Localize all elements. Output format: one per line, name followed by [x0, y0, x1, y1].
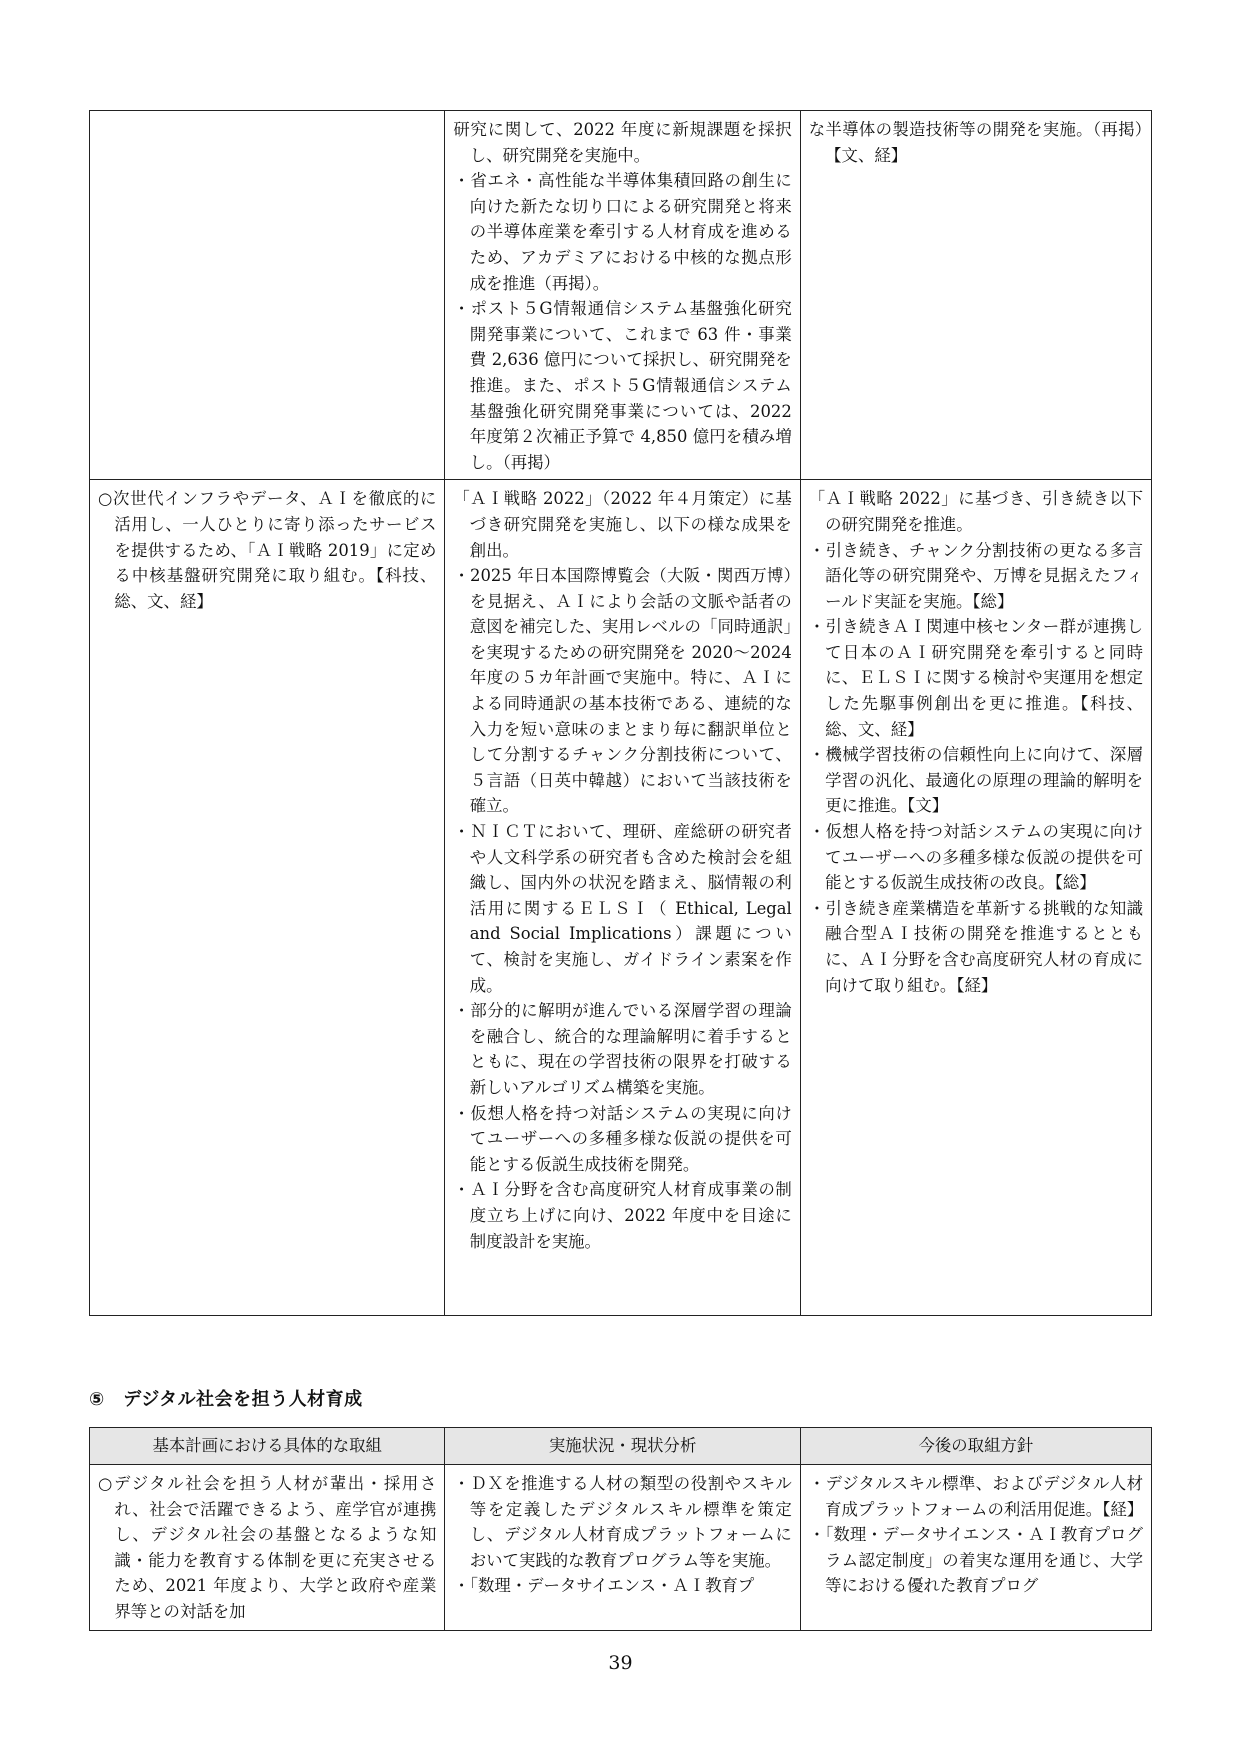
table-row	[90, 480, 1152, 1316]
bullet-item: ・「数理・データサイエンス・ＡＩ教育プログラム認定制度」の着実な運用を通じ、大学等における優れた教育プログ	[808, 1525, 1143, 1596]
plan-item: ○デジタル社会を担う人材が輩出・採用され、社会で活躍できるよう、産学官が連携し、デジタル社会の基盤となるような知識・能力を教育する体制を更に充実させるため、2021 年度より、大学と政府や産業界等との対話を加	[98, 1474, 437, 1621]
column-header-policy: 今後の取組方針	[800, 1428, 1151, 1465]
table-cell-policy	[800, 111, 1151, 480]
bullet-item: ・2025 年日本国際博覧会（大阪・関西万博）を見据え、ＡＩにより会話の文脈や話者の意図を補完した、実用レベルの「同時通訳」を実現するための研究開発を 2020〜2024 年度の５カ年計画で実施中。特に、ＡＩによる同時通訳の基本技術である、連続的な入力を短い意味のまとまり毎に翻訳単位として分割するチャンク分割技術について、５言語（日英中韓越）において当該技術を確立。	[453, 566, 792, 816]
table-cell-plan	[90, 111, 445, 480]
plan-item: ○次世代インフラやデータ、ＡＩを徹底的に活用し、一人ひとりに寄り添ったサービスを提供するため、「ＡＩ戦略 2019」に定める中核基盤研究開発に取り組む。【科技、総、文、経】	[98, 489, 437, 611]
bullet-item: ・仮想人格を持つ対話システムの実現に向けてユーザーへの多種多様な仮説の提供を可能とする仮説生成技術を開発。	[453, 1103, 792, 1174]
table-cell-status	[445, 480, 800, 1316]
table-cell-policy	[800, 1465, 1151, 1631]
paragraph: 「ＡＩ戦略 2022」（2022 年４月策定）に基づき研究開発を実施し、以下の様な成果を創出。	[453, 489, 792, 560]
paragraph: な半導体の製造技術等の開発を実施。（再掲）【文、経】	[808, 120, 1143, 165]
table-cell-status	[445, 111, 800, 480]
bullet-item: ・ポスト５G情報通信システム基盤強化研究開発事業について、これまで 63 件・事業費 2,636 億円について採択し、研究開発を推進。また、ポスト５G情報通信システム基盤強化研究開発事業については、2022 年度第２次補正予算で 4,850 億円を積み増し。（再掲）	[453, 299, 792, 472]
paragraph: 研究に関して、2022 年度に新規課題を採択し、研究開発を実施中。	[453, 120, 792, 165]
talent-development-table	[89, 1427, 1152, 1631]
bullet-item: ・省エネ・高性能な半導体集積回路の創生に向けた新たな切り口による研究開発と将来の半導体産業を牽引する人材育成を進めるため、アカデミアにおける中核的な拠点形成を推進（再掲）。	[453, 171, 792, 293]
bullet-item: ・ＤＸを推進する人材の類型の役割やスキル等を定義したデジタルスキル標準を策定し、デジタル人材育成プラットフォームにおいて実践的な教育プログラム等を実施。	[453, 1474, 792, 1570]
bullet-item: ・ＮＩＣＴにおいて、理研、産総研の研究者や人文科学系の研究者も含めた検討会を組織し、国内外の状況を踏まえ、脳情報の利活用に関するＥＬＳＩ（ Ethical, Legal and Social Implications）課題について、検討を実施し、ガイドライン素案を作成。	[453, 822, 792, 995]
bullet-item: ・引き続きＡＩ関連中核センター群が連携して日本のＡＩ研究開発を牽引すると同時に、ＥＬＳＩに関する検討や実運用を想定した先駆事例創出を更に推進。【科技、総、文、経】	[808, 617, 1143, 739]
bullet-item: ・機械学習技術の信頼性向上に向けて、深層学習の汎化、最適化の原理の理論的解明を更に推進。【文】	[808, 745, 1143, 816]
table-cell-status	[445, 1465, 800, 1631]
column-header-status: 実施状況・現状分析	[445, 1428, 800, 1465]
section-heading: ⑤ デジタル社会を担う人材育成	[89, 1389, 363, 1410]
table-row	[90, 111, 1152, 480]
continuation-table	[89, 110, 1152, 1316]
bullet-item: ・仮想人格を持つ対話システムの実現に向けてユーザーへの多種多様な仮説の提供を可能とする仮説生成技術の改良。【総】	[808, 822, 1143, 893]
column-header-plan: 基本計画における具体的な取組	[90, 1428, 445, 1465]
bullet-item: ・引き続き、チャンク分割技術の更なる多言語化等の研究開発や、万博を見据えたフィールド実証を実施。【総】	[808, 540, 1143, 611]
bullet-item: ・引き続き産業構造を革新する挑戦的な知識融合型ＡＩ技術の開発を推進するとともに、ＡＩ分野を含む高度研究人材の育成に向けて取り組む。【経】	[808, 898, 1143, 995]
bullet-item: ・ＡＩ分野を含む高度研究人材育成事業の制度立ち上げに向け、2022 年度中を目途に制度設計を実施。	[453, 1180, 792, 1251]
table-header-row	[90, 1428, 1152, 1465]
table-row	[90, 1465, 1152, 1631]
table-cell-plan	[90, 1465, 445, 1631]
page-number: 39	[608, 1652, 633, 1674]
bullet-item: ・部分的に解明が進んでいる深層学習の理論を融合し、統合的な理論解明に着手するとともに、現在の学習技術の限界を打破する新しいアルゴリズム構築を実施。	[453, 1001, 792, 1097]
bullet-item: ・「数理・データサイエンス・ＡＩ教育プ	[453, 1576, 755, 1596]
table-cell-plan	[90, 480, 445, 1316]
bullet-item: ・デジタルスキル標準、およびデジタル人材育成プラットフォームの利活用促進。【経】	[808, 1474, 1144, 1519]
table-cell-policy	[800, 480, 1151, 1316]
paragraph: 「ＡＩ戦略 2022」に基づき、引き続き以下の研究開発を推進。	[808, 489, 1143, 534]
